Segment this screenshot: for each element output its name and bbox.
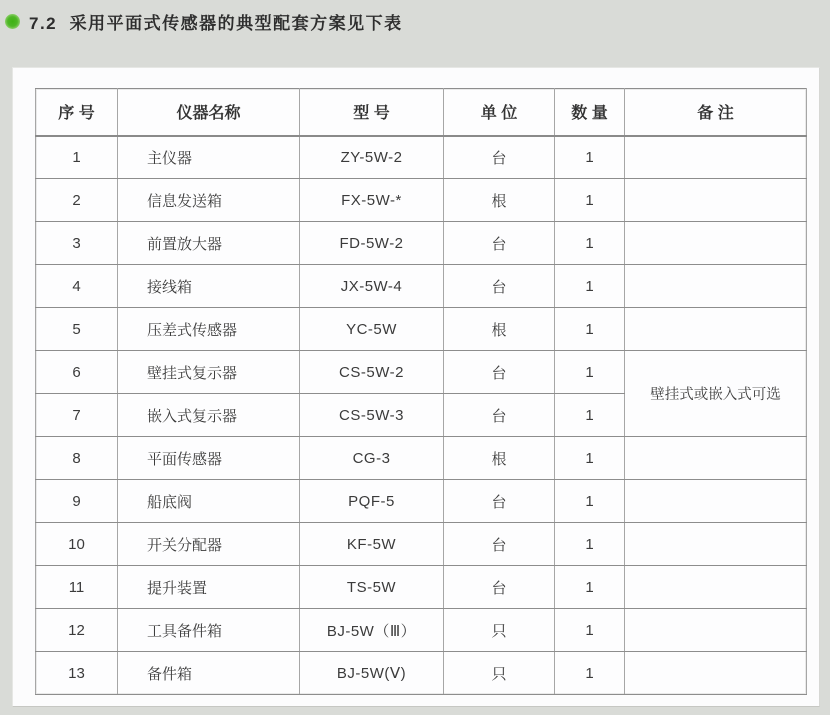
cell-no: 3 [36,222,118,265]
cell-unit: 台 [444,136,555,179]
cell-name: 主仪器 [118,136,300,179]
table-row [36,609,807,652]
document-page [12,67,820,707]
cell-no: 7 [36,394,118,437]
section-heading [5,9,403,34]
table-row [36,437,807,480]
cell-name: 接线箱 [118,265,300,308]
cell-unit: 台 [444,394,555,437]
cell-note [625,265,807,308]
cell-unit: 台 [444,523,555,566]
cell-name: 信息发送箱 [118,179,300,222]
cell-model: FD-5W-2 [300,222,444,265]
table-row [36,222,807,265]
cell-note [625,480,807,523]
cell-unit: 只 [444,652,555,695]
cell-name: 壁挂式复示器 [118,351,300,394]
cell-model: FX-5W-* [300,179,444,222]
cell-note [625,136,807,179]
cell-unit: 台 [444,265,555,308]
table-row [36,265,807,308]
cell-qty: 1 [555,394,625,437]
cell-qty: 1 [555,480,625,523]
cell-qty: 1 [555,609,625,652]
cell-no: 8 [36,437,118,480]
cell-note [625,437,807,480]
table-row [36,351,807,394]
cell-qty: 1 [555,222,625,265]
cell-model: KF-5W [300,523,444,566]
cell-no: 13 [36,652,118,695]
cell-model: BJ-5W(Ⅴ) [300,652,444,695]
cell-name: 开关分配器 [118,523,300,566]
table-row [36,179,807,222]
cell-unit: 只 [444,609,555,652]
cell-note [625,179,807,222]
cell-no: 6 [36,351,118,394]
table-row [36,308,807,351]
cell-no: 10 [36,523,118,566]
header-note: 备 注 [625,89,807,136]
cell-name: 压差式传感器 [118,308,300,351]
cell-qty: 1 [555,308,625,351]
cell-qty: 1 [555,566,625,609]
header-unit: 单 位 [444,89,555,136]
cell-unit: 根 [444,308,555,351]
cell-unit: 根 [444,437,555,480]
equipment-spec-table [35,88,807,695]
cell-no: 5 [36,308,118,351]
cell-model: CS-5W-2 [300,351,444,394]
cell-model: CS-5W-3 [300,394,444,437]
cell-unit: 台 [444,222,555,265]
header-name: 仪器名称 [118,89,300,136]
cell-note [625,609,807,652]
cell-model: BJ-5W（Ⅲ） [300,609,444,652]
cell-unit: 台 [444,566,555,609]
cell-model: PQF-5 [300,480,444,523]
cell-no: 1 [36,136,118,179]
header-qty: 数 量 [555,89,625,136]
cell-model: YC-5W [300,308,444,351]
cell-unit: 台 [444,351,555,394]
cell-note [625,523,807,566]
cell-note [625,566,807,609]
header-row [36,89,807,136]
cell-qty: 1 [555,437,625,480]
cell-no: 12 [36,609,118,652]
table-header [36,89,807,136]
cell-no: 2 [36,179,118,222]
cell-qty: 1 [555,351,625,394]
cell-model: JX-5W-4 [300,265,444,308]
page-title: 7.2 采用平面式传感器的典型配套方案见下表 [29,14,403,33]
cell-qty: 1 [555,652,625,695]
cell-model: CG-3 [300,437,444,480]
cell-model: ZY-5W-2 [300,136,444,179]
table-row [36,523,807,566]
cell-name: 备件箱 [118,652,300,695]
table-body [36,136,807,695]
table-row [36,480,807,523]
cell-model: TS-5W [300,566,444,609]
cell-name: 工具备件箱 [118,609,300,652]
cell-name: 船底阀 [118,480,300,523]
cell-qty: 1 [555,265,625,308]
cell-name: 前置放大器 [118,222,300,265]
cell-qty: 1 [555,179,625,222]
table-row [36,136,807,179]
cell-qty: 1 [555,523,625,566]
header-model: 型 号 [300,89,444,136]
cell-note [625,308,807,351]
cell-note [625,652,807,695]
cell-note [625,222,807,265]
table-row [36,652,807,695]
cell-no: 11 [36,566,118,609]
cell-unit: 根 [444,179,555,222]
cell-qty: 1 [555,136,625,179]
cell-name: 平面传感器 [118,437,300,480]
cell-name: 嵌入式复示器 [118,394,300,437]
cell-no: 4 [36,265,118,308]
cell-unit: 台 [444,480,555,523]
cell-name: 提升装置 [118,566,300,609]
header-no: 序 号 [36,89,118,136]
green-bullet-icon [5,14,20,29]
cell-note: 壁挂式或嵌入式可选 [625,351,807,437]
table-row [36,566,807,609]
cell-no: 9 [36,480,118,523]
